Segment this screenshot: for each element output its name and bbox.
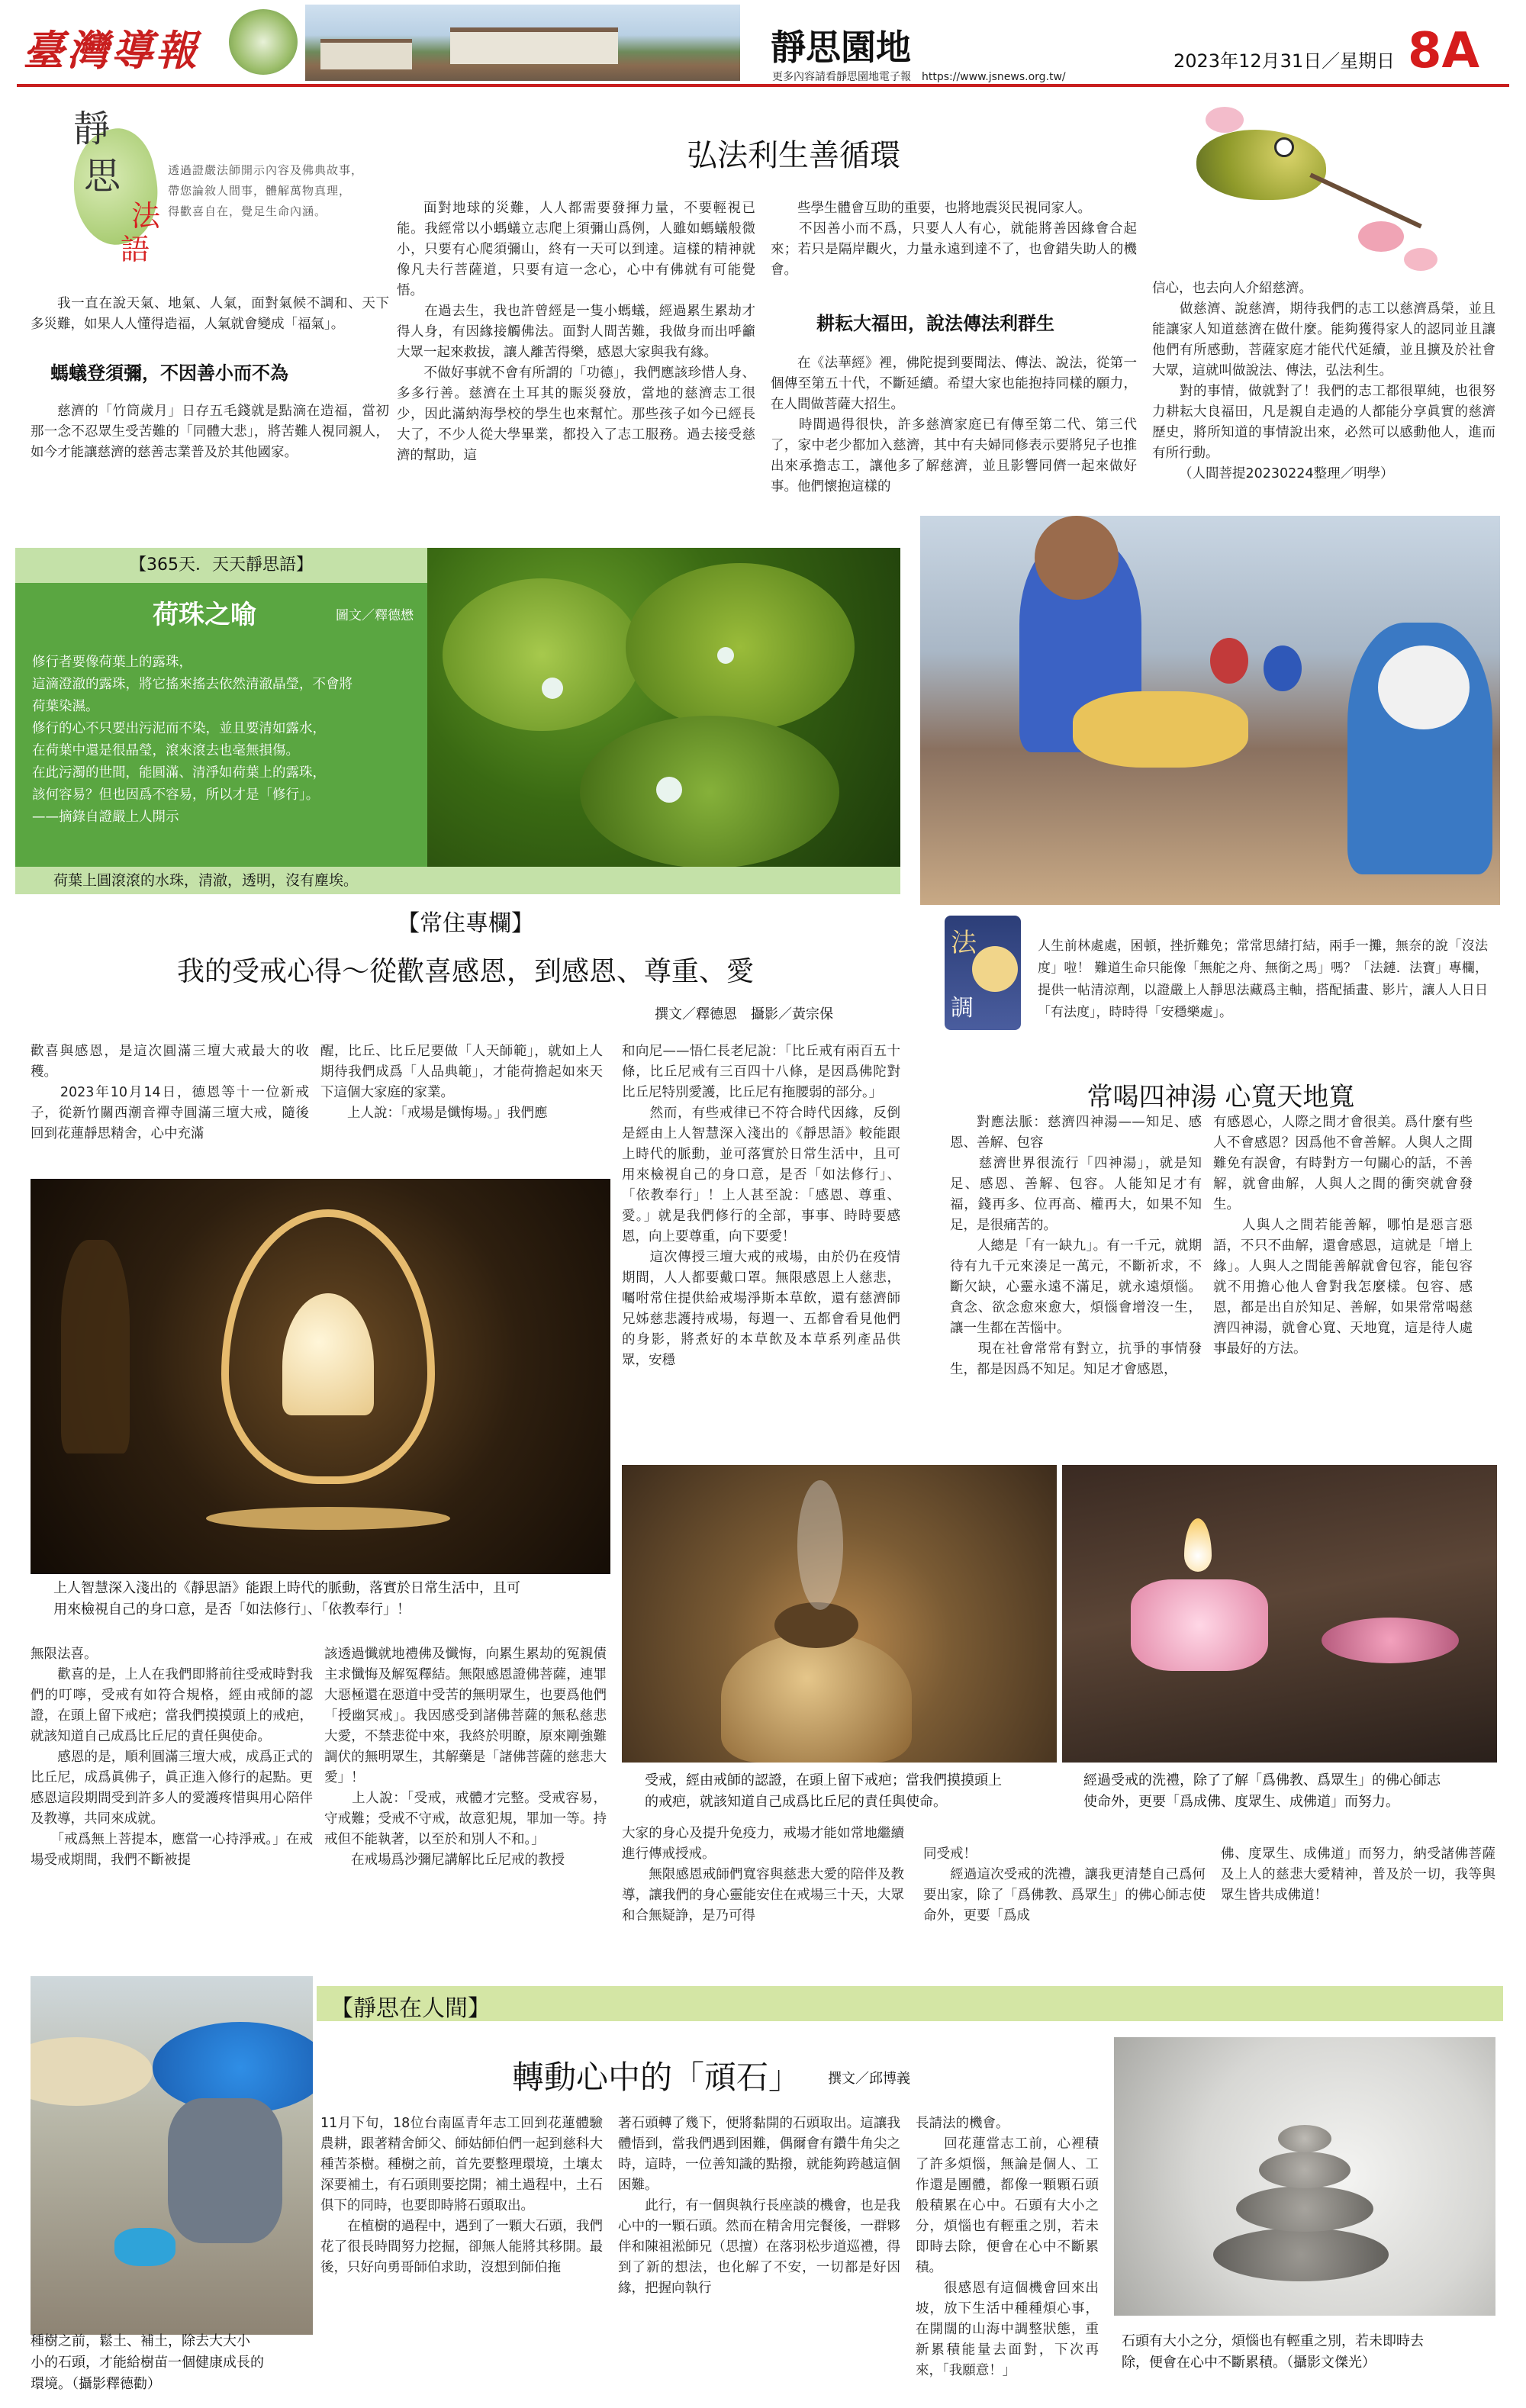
article2-col4: 無限法喜。 歡喜的是，上人在我們即將前往受戒時對我們的叮嚀，受戒有如符合規格，經由戒師的認證，在頭上留下戒疤；當我們摸摸頭上的戒疤，就該知道自己成爲比丘尼的責任與使命。 感恩的是，順利圓滿三壇大戒，成爲正式的比丘尼，成爲眞佛子，眞正進入修行的起點。更感恩這段期間受到許多人的愛護疼惜與用心陪伴及教導，共同來成就。 「戒爲無上菩提本，應當一心持淨戒。」在戒場受戒期間，我們不斷被提	[31, 1647, 313, 1868]
article1-subhead1: 螞蟻登須彌，不因善小而不為	[50, 362, 288, 384]
article2-title: 我的受戒心得～從歡喜感恩，到感恩、尊重、愛	[176, 956, 754, 987]
fadian-col1: 對應法脈：慈濟四神湯——知足、感恩、善解、包容 慈濟世界很流行「四神湯」，就是知足、感恩、善解、包容。人能知足才有福，錢再多、位再高、權再大，如果不知足，是很痛苦的。 人總是「有一缺九」。有一千元，就期待有九千元來湊足一萬元，不斷祈求，不斷欠缺，心靈永遠不滿足，就永遠煩惱。貪念、欲念愈來愈大，煩惱會增沒一生，讓一生都在苦惱中。 現在社會常常有對立，抗爭的事情發生，都是因爲不知足。知足才會感恩，	[950, 1115, 1202, 1377]
article1-title: 弘法利生善循環	[687, 138, 900, 173]
box365-caption: 荷葉上圓滾滾的水珠，清澈，透明，沒有塵埃。	[15, 867, 900, 894]
fadian-title: 常喝四神湯 心寬天地寬	[1087, 1082, 1355, 1112]
article3-title: 轉動心中的「頑石」	[511, 2059, 800, 2096]
bell-caption: 上人智慧深入淺出的《靜思語》能跟上時代的脈動，落實於日常生活中，且可 用來檢視自己的身口意，是否「如法修行」、「依教奉行」！	[53, 1580, 520, 1618]
fadian-col2: 有感恩心，人際之間才會很美。爲什麼有些人不會感恩？因爲他不會善解。人與人之間難免有誤會，有時對方一句關心的話，不善解，就會曲解，人與人之間的衝突就會發生。 人與人之間若能善解，哪怕是惡言惡語，不只不曲解，還會感恩，這就是「增上緣」。人與人之間能善解就會包容，能包容就不用擔心他人會對我怎麼樣。包容、感恩，都是出自於知足、善解，如果常常喝慈濟四神湯，就會心寬、天地寬，這是待人處事最好的方法。	[1213, 1115, 1473, 1357]
moon-icon	[972, 946, 1018, 992]
children-photo	[920, 516, 1500, 905]
article3-col2: 著石頭轉了幾下，便將黏開的石頭取出。這讓我體悟到，當我們遇到困難，偶爾會有鑽牛角尖之時，這時，一位善知識的點撥，就能夠跨越這個困難。 此行，有一個與執行長座談的機會，也是我心中的一顆石頭。然而在精舍用完餐後，一群夥伴和陳祖淞師兄（思擅）在落羽松步道巡禮，得到了新的想法，也化解了不安，一切都是好因緣，把握向執行	[618, 2116, 900, 2296]
candle-icon	[1131, 1579, 1268, 1671]
article1-source: （人間菩提20230224整理／明學）	[1179, 466, 1394, 481]
candle-caption: 經過受戒的洗禮，除了了解「爲佛教、爲眾生」的佛心師志 使命外，更要「爲成佛、度眾生、成佛道」而努力。	[1083, 1772, 1441, 1810]
farming-caption: 種樹之前，鬆土、補土，除去大大小 小的石頭，才能給樹苗一個健康成長的 環境。（攝影釋德勸）	[31, 2333, 264, 2392]
bird-photo	[1175, 107, 1495, 278]
jingsi-blurb: 透過證嚴法師開示內容及佛典故事， 帶您論敘人間事，體解萬物真理， 得歡喜自在，覺足生命內涵。	[168, 163, 364, 218]
box365-credit: 圖文／釋德懋	[336, 608, 414, 623]
bell-photo	[31, 1179, 610, 1574]
box365-panel	[15, 548, 427, 867]
article2-col8: 佛、度眾生、成佛道」而努力，納受諸佛菩薩及上人的慈悲大愛精神，普及於一切，我等與眾生皆共成佛道！	[1221, 1846, 1495, 1903]
article1-col1: 我一直在說天氣、地氣、人氣，面對氣候不調和、天下多災難，如果人人懂得造福，人氣就會變成「福氣」。 螞蟻登須彌，不因善小而不為 慈濟的「竹筒歲月」日存五毛錢就是點滴在造福，當初那一念不忍眾生受苦難的「同體大悲」，將苦難人視同親人，如今才能讓慈濟的慈善志業普及於其他國家。	[31, 296, 389, 460]
article2-tag: 【常住專欄】	[397, 910, 534, 937]
straw-hat-icon	[31, 2037, 153, 2106]
flower-icon	[1322, 1618, 1459, 1663]
farming-photo	[31, 1976, 313, 2335]
jingsi-badge: 靜 思 法 語	[67, 99, 151, 259]
article3-byline: 撰文／邱博義	[828, 2071, 910, 2087]
article1-subhead2: 耕耘大福田，說法傳法利群生	[816, 313, 1054, 334]
article1-col3: 些學生體會互助的重要，也將地震災民視同家人。 不因善小而不爲，只要人人有心，就能將善因緣會合起來；若只是隔岸觀火，力量永遠到達不了，也會錯失助人的機會。 耕耘大福田，說法傳法利群生 在《法華經》裡，佛陀提到要聞法、傳法、說法，從第一個傳至第五十代，不斷延續。希望大家也能抱持同樣的願力，在人間做菩薩大招生。 時間過得很快，許多慈濟家庭已有傳至第二代、第三代了，家中老少都加入慈濟，其中有夫婦同修表示要將兒子也推出來承擔志工，讓他多了解慈濟，並且影響同儕一起來做好事。他們懷抱這樣的	[771, 201, 1137, 494]
box365-tag: 【365天．天天靜思語】	[15, 548, 427, 583]
article2-col6: 大家的身心及提升免疫力，戒場才能如常地繼續進行傳戒授戒。 無限感恩戒師們寬容與慈悲大愛的陪伴及教導，讓我們的身心靈能安住在戒場三十天，大眾和合無疑諍，是乃可得	[622, 1826, 904, 1924]
flame-icon	[1184, 1518, 1212, 1572]
article2-byline: 撰文／釋德恩 攝影／黃宗保	[655, 1006, 833, 1022]
article2-col7: 同受戒！ 經過這次受戒的洗禮，讓我更清楚自己爲何要出家，除了「爲佛教、爲眾生」的佛心師志使命外，更要「爲成	[923, 1846, 1206, 1924]
stone-caption: 石頭有大小之分，煩惱也有輕重之別，若未即時去 除，便會在心中不斷累積。（攝影文傑光）	[1122, 2333, 1424, 2371]
box365-title: 荷珠之喻	[153, 600, 256, 630]
header-photo	[305, 5, 740, 81]
header	[0, 0, 1526, 84]
stone-photo	[1114, 2037, 1495, 2316]
article3-col1: 11月下旬，18位台南區青年志工回到花蓮體驗農耕，跟著精舍師父、師姑師伯們一起到慈科大種苦茶樹。種樹之前，首先要整理環境，土壤太深要補土，有石頭則要挖開；補土過程中，土石俱下的同時，也要即時將石頭取出。 在植樹的過程中，遇到了一顆大石頭，我們花了很長時間努力挖掘，卻無人能將其移開。最後，只好向勇哥師伯求助，沒想到師伯拖	[320, 2116, 603, 2275]
article3-tag: 【靜思在人間】	[330, 1995, 491, 2022]
article2-col2: 醒，比丘、比丘尼要做「人天師範」，就如上人期待我們成爲「人品典範」，才能荷擔起如來天下這個大家庭的家業。 上人說：「戒場是懺悔場。」我們應	[320, 1044, 603, 1121]
fadian-intro: 人生前林處處，困頓，挫折難免；常常思緒打結，兩手一攤，無奈的說「沒法度」啦！ 難道生命只能像「無舵之舟、無銜之馬」嗎？「法鏈．法寶」專欄，提供一帖清涼劑，以證嚴上人靜思法藏爲主軸，搭配插畫、影片，讓人人日日「有法度」，時時得「安穩樂處」。	[1038, 938, 1488, 1020]
article3-tag-bar	[317, 1986, 1503, 2021]
article2-col5: 該透過懺就地禮佛及懺悔，向累生累劫的冤親債主求懺悔及解冤釋結。無限感恩證佛菩薩，連罪大惡極還在惡道中受苦的無明眾生，也要爲他們「授幽冥戒」。我因感受到諸佛菩薩的無私慈悲大愛，不禁悲從中來，我終於明瞭，原來剛強難調伏的無明眾生，其解藥是「諸佛菩薩的慈悲大愛」！ 上人說：「受戒，戒體才完整。受戒容易，守戒難；受戒不守戒，故意犯規，罪加一等。持戒但不能執著，以至於和別人不和。」 在戒場爲沙彌尼講解比丘尼戒的教授	[324, 1647, 607, 1868]
url-label: 更多內容請看靜思園地電子報 https://www.jsnews.org.tw/	[772, 71, 1066, 83]
fadian-seal: 法 調	[945, 916, 1021, 1030]
article2-col1: 歡喜與感恩，是這次圓滿三壇大戒最大的收穫。 2023年10月14日，德恩等十一位新戒子，從新竹關西潮音禪寺圓滿三壇大戒，隨後回到花蓮靜思精舍，心中充滿	[31, 1044, 309, 1141]
incense-photo	[622, 1465, 1057, 1763]
issue-date: 2023年12月31日／星期日	[1173, 50, 1396, 72]
article3-col3: 長請法的機會。 回花蓮當志工前，心裡積了許多煩惱，無論是個人、工作還是團體，都像一顆顆石頭般積累在心中。石頭有大小之分，煩惱也有輕重之別，若未即時去除，便會在心中不斷累積。 很感恩有這個機會回來出坡，放下生活中種種煩心事，在開闊的山海中調整狀態，重新累積能量去面對，下次再來，「我願意！」	[916, 2116, 1099, 2378]
site-link[interactable]: https://www.jsnews.org.tw/	[922, 71, 1066, 83]
masthead-logo: 臺灣導報	[23, 26, 200, 75]
article1-col4: 信心，也去向人介紹慈濟。 做慈濟、說慈濟，期待我們的志工以慈濟爲榮，並且能讓家人知道慈濟在做什麼。能夠獲得家人的認同並且讓他們有所感動，菩薩家庭才能代代延續，並且擴及於社會大眾，這就叫做說法、傳法，弘法利生。 對的事情，做就對了！我們的志工都很單純，也很努力耕耘大良福田，凡是親自走過的人都能分享眞實的慈濟歷史，將所知道的事情說出來，必然可以感動他人，進而有所行動。 （人間菩提20230224整理／明學）	[1152, 278, 1495, 538]
bird-icon	[1196, 130, 1326, 200]
box365-body: 修行者要像荷葉上的露珠， 這滴澄澈的露珠，將它搖來搖去依然清澈晶瑩，不會將 荷葉染濕。 修行的心不只要出污泥而不染，並且要清如露水， 在荷葉中還是很晶瑩，滾來滾去也毫無損傷。 在此污濁的世間，能圓滿、清淨如荷葉上的露珠， 該何容易？但也因爲不容易，所以才是「修行」。 ——摘錄自證嚴上人開示	[32, 655, 353, 825]
page-number: 8A	[1408, 23, 1480, 79]
section-title: 靜思園地	[771, 27, 911, 68]
stacked-stones-icon	[1213, 2228, 1389, 2281]
article2-col3: 和向尼——悟仁長老尼說：「比丘戒有兩百五十條，比丘尼戒有三百四十八條，是因爲佛陀對比丘尼特別愛護，比丘尼有拖腰弱的部分。」 然而，有些戒律已不符合時代因緣，反倒是經由上人智慧深入淺出的《靜思語》較能跟上時代的脈動，並可落實於日常生活中，且可用來檢視自己的身口意，是否「如法修行」、「依教奉行」！上人甚至說：「感恩、尊重、愛。」就是我們修行的全部，事事、時時要感恩，向上要尊重，向下要愛！ 這次傳授三壇大戒的戒場，由於仍在疫情期間，人人都要戴口罩。無限感恩上人慈悲，囑咐常住提供給戒場淨斯本草飲，還有慈濟師兄姊慈悲護持戒場，每週一、五都會看見他們的身影，將煮好的本草飲及本草系列產品供眾，安穩	[622, 1044, 900, 1368]
lotus-photo	[427, 548, 900, 867]
incense-burner-icon	[721, 1633, 912, 1763]
tzuchi-emblem-icon	[229, 9, 298, 75]
incense-caption: 受戒，經由戒師的認證，在頭上留下戒疤；當我們摸摸頭上 的戒疤，就該知道自己成爲比丘尼的責任與使命。	[645, 1772, 1002, 1810]
article1-col2: 面對地球的災難，人人都需要發揮力量，不要輕視已能。我經常以小螞蟻立志爬上須彌山爲例，人雖如螞蟻般微小，只要有心爬須彌山，終有一天可以到達。這樣的精神就像凡夫行菩薩道，只要有這一念心，心中有佛就有可能覺悟。 在過去生，我也許曾經是一隻小螞蟻，經過累生累劫才得人身，有因緣接觸佛法。面對人間苦難，我做身而出呼籲大眾一起來救拔，讓人離苦得樂，感恩大家與我有緣。 不做好事就不會有所謂的「功德」，我們應該珍惜人身、多多行善。慈濟在土耳其的賑災發放，當地的慈濟志工很少，因此滿納海學校的學生也來幫忙。那些孩子如今已經長大了，不少人從大學畢業，都投入了志工服務。過去接受慈濟的幫助，這	[397, 201, 755, 463]
candle-photo	[1062, 1465, 1497, 1763]
header-divider	[17, 84, 1509, 87]
